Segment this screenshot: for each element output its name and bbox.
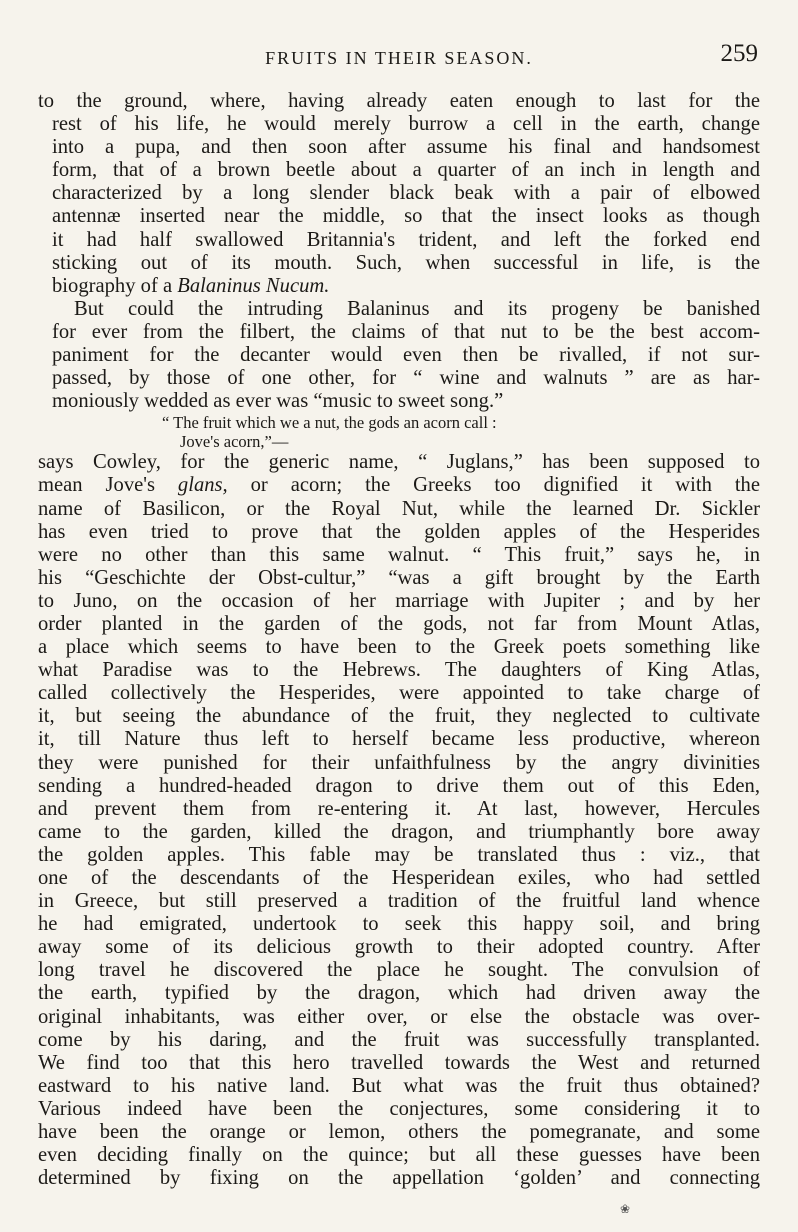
text-line: form, that of a brown beetle about a quarter of an inch in length and — [52, 159, 760, 182]
text-line: characterized by a long slender black beak with a pair of elbowed — [52, 182, 760, 205]
text-line: his “Geschichte der Obst-cultur,” “was a gift brought by the Earth — [38, 566, 760, 589]
text-line: rest of his life, he would merely burrow a cell in the earth, change — [52, 113, 760, 136]
text-line: to the ground, where, having already eaten enough to last for the — [38, 90, 760, 112]
text-line: name of Basilicon, or the Royal Nut, while the learned Dr. Sickler — [38, 497, 760, 520]
text-line: has even tried to prove that the golden apples of the Hesperides — [38, 520, 760, 543]
text-line: and prevent them from re-entering it. At last, however, Hercules — [38, 797, 760, 820]
text-line: says Cowley, for the generic name, “ Juglans,” has been supposed to — [38, 451, 760, 474]
text-line: it, till Nature thus left to herself became less productive, whereon — [38, 728, 760, 751]
text-line: We find too that this hero travelled towards the West and returned — [38, 1051, 760, 1074]
text-line: were no other than this same walnut. “ This fruit,” says he, in — [38, 543, 760, 566]
text-line: came to the garden, killed the dragon, and triumphantly bore away — [38, 820, 760, 843]
text-line: order planted in the garden of the gods, not far from Mount Atlas, — [38, 612, 760, 635]
text-line: the earth, typified by the dragon, which had driven away the — [38, 982, 760, 1005]
text-line: what Paradise was to the Hebrews. The daughters of King Atlas, — [38, 659, 760, 682]
text-line: come by his daring, and the fruit was successfully transplanted. — [38, 1028, 760, 1051]
text-line: paniment for the decanter would even then be rivalled, if not sur- — [52, 344, 760, 367]
verse-line: “ The fruit which we a nut, the gods an acorn call : — [162, 413, 497, 433]
text-line: they were punished for their unfaithfulness by the angry divinities — [38, 751, 760, 774]
text-line: it had half swallowed Britannia's trident, and left the forked end — [52, 228, 760, 251]
text-line: Various indeed have been the conjectures, some considering it to — [38, 1097, 760, 1120]
text-line: called collectively the Hesperides, were appointed to take charge of — [38, 682, 760, 705]
text-line: in Greece, but still preserved a tradition of the fruitful land whence — [38, 890, 760, 913]
text-line — [38, 474, 760, 497]
running-title: FRUITS IN THEIR SEASON. — [265, 48, 533, 68]
verse-line: Jove's acorn,”— — [180, 432, 289, 452]
body-text — [38, 90, 760, 1190]
paragraph-start-line: But could the intruding Balaninus and its progeny be banished — [74, 297, 760, 320]
species-name: Balaninus Nucum. — [177, 274, 330, 297]
text-line: determined by fixing on the appellation ‘golden’ and connecting — [38, 1167, 760, 1190]
text-line: long travel he discovered the place he sought. The convulsion of — [38, 959, 760, 982]
latin-word: glans, — [177, 474, 228, 497]
text-line: eastward to his native land. But what was the fruit thus obtained? — [38, 1074, 760, 1097]
text-run: mean Jove's — [38, 474, 178, 497]
text-line: it, but seeing the abundance of the fruit, they neglected to cultivate — [38, 705, 760, 728]
text-line: have been the orange or lemon, others the pomegranate, and some — [38, 1121, 760, 1144]
text-line: away some of its delicious growth to their adopted country. After — [38, 936, 760, 959]
text-line: he had emigrated, undertook to seek this happy soil, and bring — [38, 913, 760, 936]
text-line: for ever from the filbert, the claims of that nut to be the best accom- — [52, 320, 760, 343]
text-line: moniously wedded as ever was “music to sweet song.” — [52, 390, 504, 413]
text-line: even deciding finally on the quince; but all these guesses have been — [38, 1144, 760, 1167]
text-run: or acorn; the Greeks too dignified it with the — [227, 474, 760, 497]
text-line: antennæ inserted near the middle, so that the insect looks as though — [52, 205, 760, 228]
page-header — [40, 40, 758, 76]
printer-mark-icon: ❀ — [620, 1202, 631, 1216]
text-line: the golden apples. This fable may be translated thus : viz., that — [38, 843, 760, 866]
text-line: into a pupa, and then soon after assume his final and handsomest — [52, 136, 760, 159]
page-number: 259 — [720, 40, 758, 67]
text-line: sending a hundred-headed dragon to drive them out of this Eden, — [38, 774, 760, 797]
text-line: sticking out of its mouth. Such, when successful in life, is the — [52, 251, 760, 274]
text-line: to Juno, on the occasion of her marriage with Jupiter ; and by her — [38, 589, 760, 612]
text-line: original inhabitants, was either over, or else the obstacle was over- — [38, 1005, 760, 1028]
text-line: a place which seems to have been to the Greek poets something like — [38, 636, 760, 659]
text-run: biography of a — [52, 274, 178, 297]
text-line: passed, by those of one other, for “ wine and walnuts ” are as har- — [52, 367, 760, 390]
text-line: one of the descendants of the Hesperidean exiles, who had settled — [38, 867, 760, 889]
text-line — [38, 275, 760, 298]
